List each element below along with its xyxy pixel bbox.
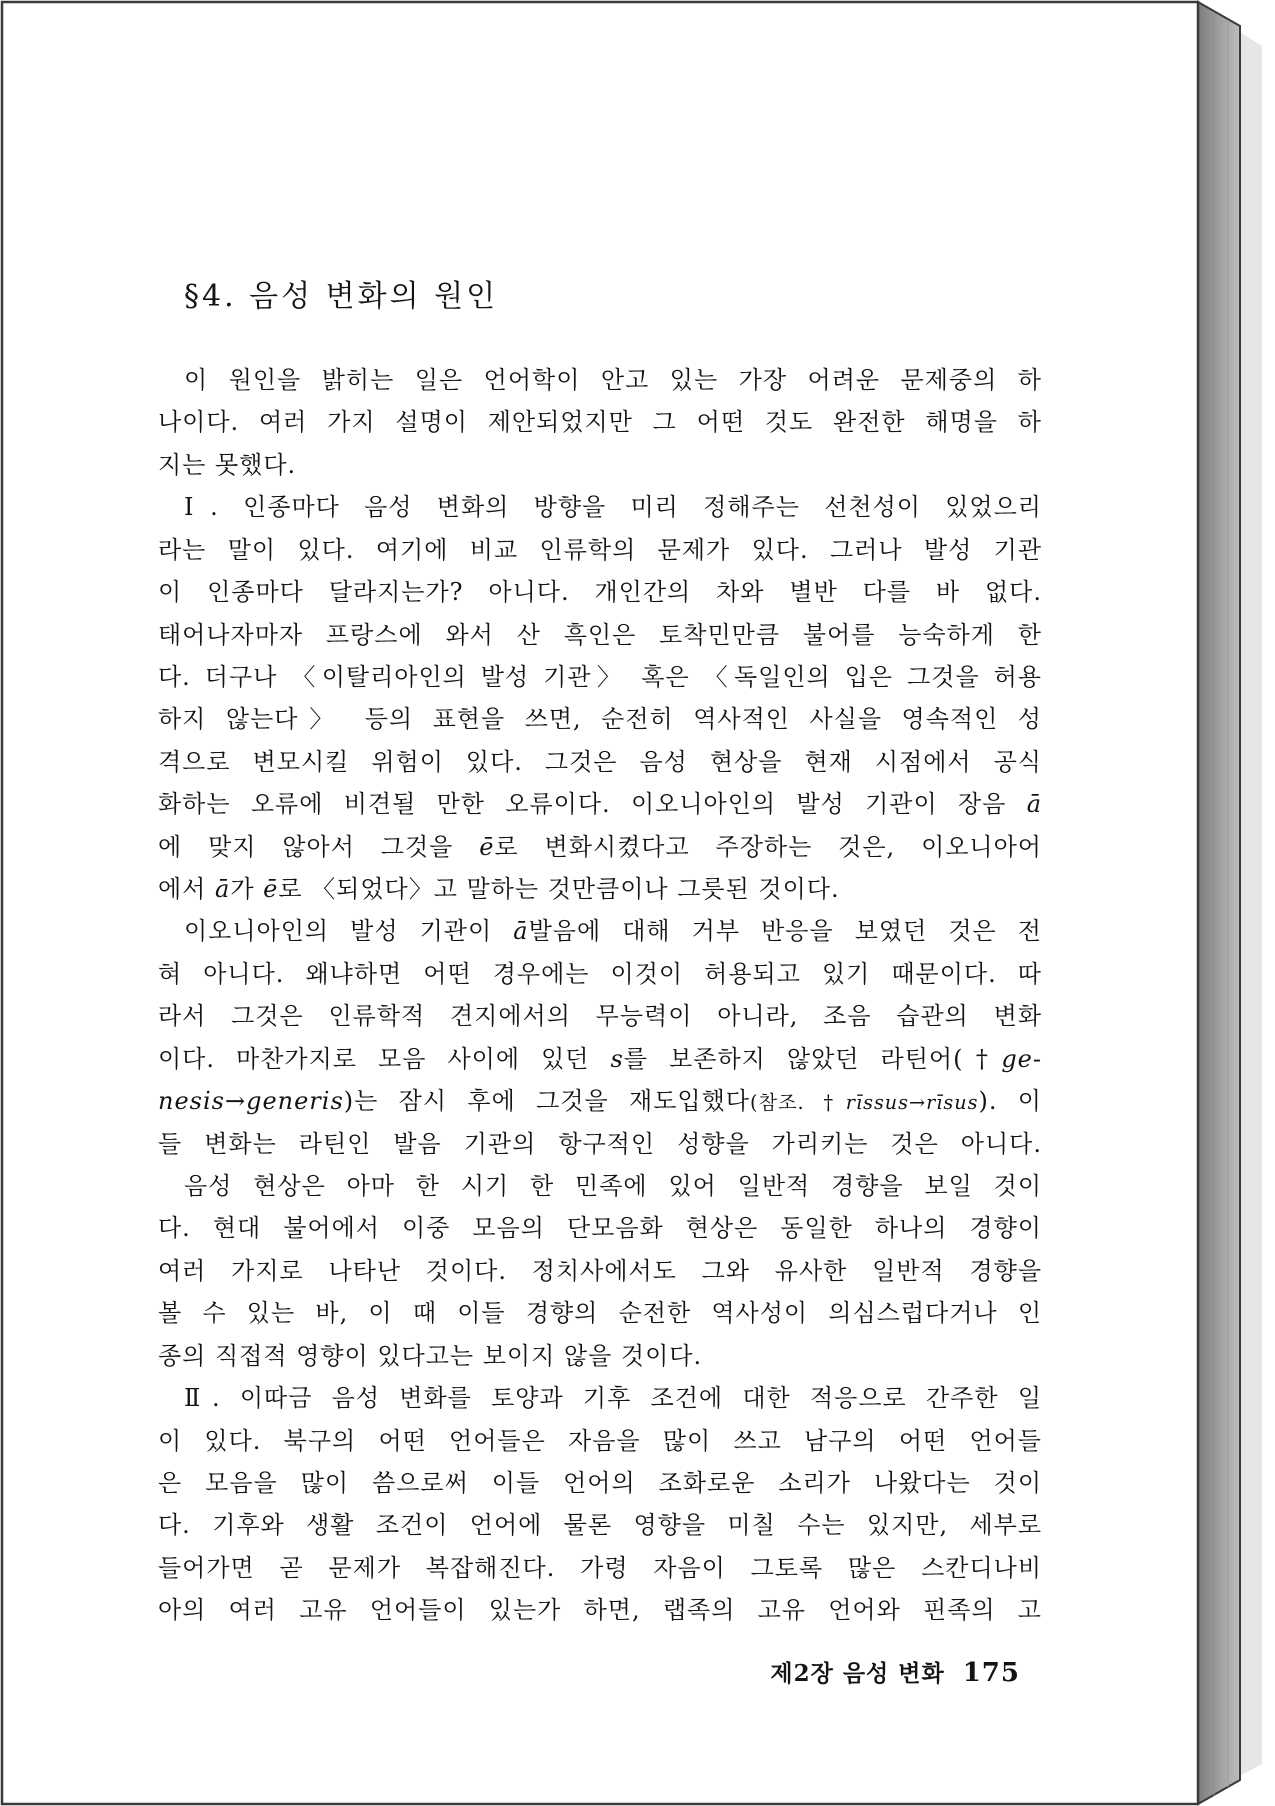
- text-line: 볼 수 있는 바, 이 때 이들 경향의 순전한 역사성이 의심스럽다거나 인: [158, 1299, 1042, 1328]
- chapter-title: 제2장 음성 변화: [770, 1660, 945, 1687]
- text-line: 화하는 오류에 비견될 만한 오류이다. 이오니아인의 발성 기관이 장음 ā: [158, 790, 1042, 819]
- text-line: 라서 그것은 인류학적 견지에서의 무능력이 아니라, 조음 습관의 변화: [158, 1002, 1042, 1031]
- latin-term: s: [610, 1044, 624, 1073]
- latin-term: ē: [263, 875, 279, 904]
- text-line: Ⅰ. 인종마다 음성 변화의 방향을 미리 정해주는 선천성이 있었으리: [184, 493, 1042, 522]
- text-line: 태어나자마자 프랑스에 와서 산 흑인은 토착민만큼 불어를 능숙하게 한: [158, 620, 1042, 649]
- text-line: 아의 여러 고유 언어들이 있는가 하면, 랩족의 고유 언어와 핀족의 고: [158, 1596, 1042, 1625]
- section-title: §4. 음성 변화의 원인: [184, 279, 499, 314]
- text-line: 에 맞지 않아서 그것을 ē로 변화시켰다고 주장하는 것은, 이오니아어: [158, 832, 1042, 861]
- text-line: 에서 ā가 ē로 〈되었다〉고 말하는 것만큼이나 그릇된 것이다.: [158, 875, 840, 904]
- text-line: 은 모음을 많이 씀으로써 이들 언어의 조화로운 소리가 나왔다는 것이: [158, 1468, 1042, 1497]
- text-line: 이오니아인의 발성 기관이 ā발음에 대해 거부 반응을 보였던 것은 전: [184, 917, 1042, 946]
- text-line: 다. 기후와 생활 조건이 언어에 물론 영향을 미칠 수는 있지만, 세부로: [158, 1511, 1042, 1540]
- text-line: 다. 더구나 〈이탈리아인의 발성 기관〉 혹은 〈독일인의 입은 그것을 허용: [158, 662, 1042, 691]
- text-line: 들어가면 곧 문제가 복잡해진다. 가령 자음이 그토록 많은 스칸디나비: [158, 1553, 1042, 1582]
- text-line: 이 인종마다 달라지는가? 아니다. 개인간의 차와 별반 다를 바 없다.: [158, 578, 1042, 607]
- page-shadow: [1240, 32, 1262, 1776]
- reference-note: (참조. †: [749, 1091, 846, 1115]
- text-line: nesis→generis)는 잠시 후에 그것을 재도입했다(참조. †rīssus→rīsus). 이: [158, 1087, 1042, 1116]
- text-line: Ⅱ. 이따금 음성 변화를 토양과 기후 조건에 대한 적응으로 간주한 일: [184, 1384, 1042, 1413]
- text-line: 들 변화는 라틴인 발음 기관의 항구적인 성향을 가리키는 것은 아니다.: [158, 1129, 1042, 1158]
- latin-term: rīssus→rīsus: [845, 1091, 979, 1115]
- text-line: 격으로 변모시킬 위험이 있다. 그것은 음성 현상을 현재 시점에서 공식: [158, 747, 1042, 776]
- body-text: [158, 359, 1042, 1632]
- latin-term: ā: [513, 917, 529, 946]
- text-line: 혀 아니다. 왜냐하면 어떤 경우에는 이것이 허용되고 있기 때문이다. 따: [158, 959, 1042, 988]
- text-line: 여러 가지로 나타난 것이다. 정치사에서도 그와 유사한 일반적 경향을: [158, 1256, 1042, 1285]
- page-number: 175: [962, 1658, 1020, 1688]
- latin-term: ā: [1026, 790, 1042, 819]
- text-line: 이 있다. 북구의 어떤 언어들은 자음을 많이 쓰고 남구의 어떤 언어들: [158, 1426, 1042, 1455]
- latin-term: nesis→generis: [158, 1087, 344, 1116]
- text-line: 종의 직접적 영향이 있다고는 보이지 않을 것이다.: [158, 1341, 703, 1370]
- text-line: 이 원인을 밝히는 일은 언어학이 안고 있는 가장 어려운 문제중의 하: [184, 366, 1042, 394]
- text-line: 하지 않는다〉 등의 표현을 쓰면, 순전히 역사적인 사실을 영속적인 성: [158, 705, 1042, 734]
- text-line: 나이다. 여러 가지 설명이 제안되었지만 그 어떤 것도 완전한 해명을 하: [158, 408, 1042, 437]
- text-line: 라는 말이 있다. 여기에 비교 인류학의 문제가 있다. 그러나 발성 기관: [158, 535, 1042, 564]
- page-edge: [1198, 2, 1240, 1804]
- text-line: 지는 못했다.: [158, 450, 297, 479]
- page-footer: [700, 1655, 1020, 1691]
- latin-term: ā: [215, 875, 231, 904]
- text-line: 음성 현상은 아마 한 시기 한 민족에 있어 일반적 경향을 보일 것이: [184, 1172, 1042, 1201]
- text-line: 이다. 마찬가지로 모음 사이에 있던 s를 보존하지 않았던 라틴어(†ge-: [158, 1044, 1042, 1073]
- text-line: 다. 현대 불어에서 이중 모음의 단모음화 현상은 동일한 하나의 경향이: [158, 1214, 1042, 1243]
- latin-term: ē: [479, 832, 495, 861]
- latin-term: ge-: [1001, 1044, 1042, 1073]
